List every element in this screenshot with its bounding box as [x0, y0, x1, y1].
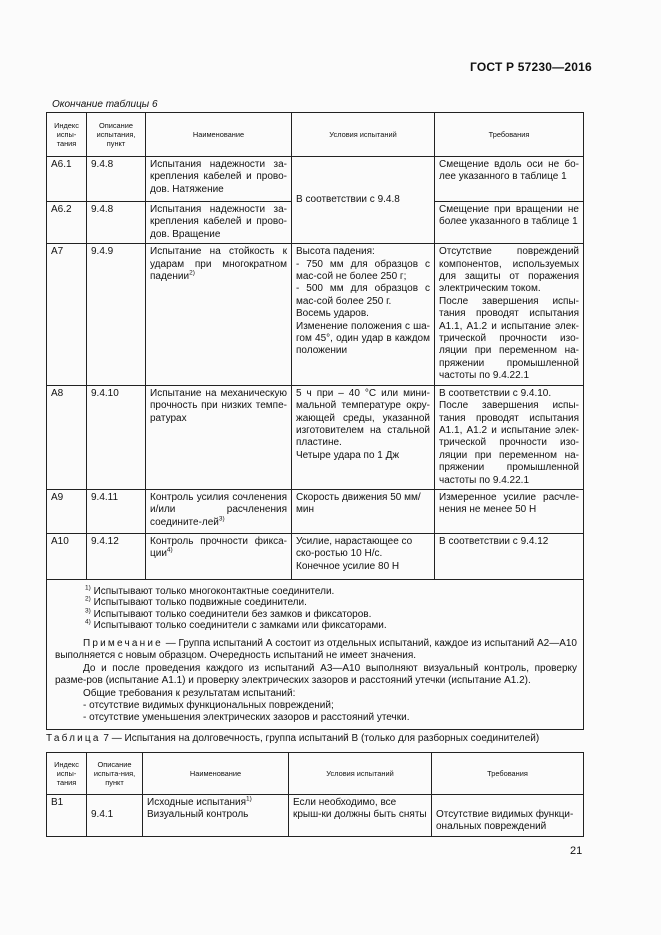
table-7	[46, 752, 584, 837]
cell-requirement: Измеренное усилие расчле-нения не менее 50 Н	[435, 489, 584, 533]
table-header-row	[47, 753, 584, 795]
cell-clause: 9.4.8	[87, 157, 146, 202]
cell-requirement: В соответствии с 9.4.12	[435, 533, 584, 579]
table-continuation-caption: Окончание таблицы 6	[52, 99, 158, 110]
header-index: Индекс испы-тания	[47, 113, 87, 157]
name-text: Контроль прочности фикса-ции	[150, 535, 287, 560]
cell-name	[143, 795, 289, 837]
cell-clause: 9.4.10	[87, 385, 146, 489]
table-row	[47, 533, 584, 579]
cell-requirement: Отсутствие повреждений компонентов, используемых для защиты от поражения электрическим током. После завершения испы-тания проводят испытания А1.1, А1.2 и испытание элек-трической прочности изо-ляции при переменном на-пряжении промышленной частоты по 9.4.22.1	[435, 244, 584, 385]
table-6	[46, 112, 584, 730]
cell-index: А10	[47, 533, 87, 579]
footnote-text: Испытывают только соединители без замков и фиксаторов.	[93, 608, 372, 620]
header-conditions: Условия испытаний	[292, 113, 435, 157]
cell-name: Испытания надежности за-крепления кабелей и прово-дов. Вращение	[146, 202, 292, 244]
cell-index: А6.2	[47, 202, 87, 244]
cell-name	[146, 533, 292, 579]
document-code: ГОСТ Р 57230—2016	[470, 60, 592, 74]
header-conditions: Условия испытаний	[289, 753, 432, 795]
table-7-caption-text: 7 — Испытания на долговечность, группа испытаний В (только для разборных соединителей)	[100, 733, 540, 744]
table-row	[47, 244, 584, 385]
cell-index: А9	[47, 489, 87, 533]
note-paragraph	[55, 638, 577, 663]
general-requirements-heading: Общие требования к результатам испытаний:	[83, 687, 296, 699]
table-7-caption-label: Таблица	[46, 733, 101, 744]
header-name: Наименование	[146, 113, 292, 157]
cell-clause: 9.4.8	[87, 202, 146, 244]
table-row	[47, 157, 584, 202]
table-notes-row	[47, 579, 584, 729]
footnote	[85, 586, 577, 598]
requirement-list-item: - отсутствие уменьшения электрических зазоров и расстояний утечки.	[83, 712, 410, 724]
cell-name	[146, 489, 292, 533]
cell-condition: Усилие, нарастающее со ско-ростью 10 Н/с. Конечное усилие 80 Н	[292, 533, 435, 579]
cell-condition-merged: В соответствии с 9.4.8	[292, 157, 435, 244]
footnote-mark: 2)	[85, 596, 91, 604]
footnote-text: Испытывают только многоконтактные соединители.	[93, 585, 335, 597]
note-label: Примечание	[83, 637, 163, 649]
footnote-mark: 3)	[85, 607, 91, 615]
notes-cell	[47, 579, 584, 729]
table-row	[47, 795, 584, 837]
cell-requirement: В соответствии с 9.4.10. После завершения испы-тания проводят испытания А1.1, А1.2 и испытание элек-трической прочности изо-ляции при переменном на-пряжении промышленной частоты по 9.4.22.1	[435, 385, 584, 489]
footnote-text: Испытывают только подвижные соединители.	[93, 597, 307, 609]
cell-requirement: Смещение при вращении не более указанного в таблице 1	[435, 202, 584, 244]
cell-clause: 9.4.9	[87, 244, 146, 385]
cell-index: А8	[47, 385, 87, 489]
footnote-ref: 3)	[218, 515, 225, 523]
cell-condition: 5 ч при – 40 °С или мини-мальной температуре окру-жающей среды, указанной изготовителем на стальной пластине. Четыре удара по 1 Дж	[292, 385, 435, 489]
footnote-mark: 1)	[85, 584, 91, 592]
cell-index: В1	[47, 795, 87, 837]
name-text: Испытание на стойкость к ударам при многократном падении	[150, 246, 287, 283]
cell-requirement: Отсутствие видимых функци-ональных повреждений	[432, 795, 584, 837]
cell-clause: 9.4.11	[87, 489, 146, 533]
cell-condition: Если необходимо, все крыш-ки должны быть сняты	[289, 795, 432, 837]
footnote-ref: 1)	[246, 795, 252, 803]
footnote	[85, 609, 577, 621]
header-index: Индекс испы-тания	[47, 753, 87, 795]
name-text-2: Визуальный контроль	[147, 809, 249, 821]
header-requirements: Требования	[435, 113, 584, 157]
table-row	[47, 489, 584, 533]
requirement-list-item: - отсутствие видимых функциональных повреждений;	[83, 699, 334, 711]
footnote-ref: 2)	[189, 269, 195, 277]
footnote-text: Испытывают только соединители с замками или фиксаторами.	[93, 620, 387, 632]
cell-condition: Скорость движения 50 мм/мин	[292, 489, 435, 533]
cell-clause: 9.4.1	[87, 795, 143, 837]
name-text: Контроль усилия сочленения и/или расчленения соедините-лей	[150, 491, 287, 528]
footnote-ref: 4)	[166, 547, 173, 555]
header-description: Описание испытания, пункт	[87, 113, 146, 157]
cell-name	[146, 244, 292, 385]
name-text: Исходные испытания	[147, 797, 247, 808]
header-requirements: Требования	[432, 753, 584, 795]
cell-name: Испытание на механическую прочность при низких темпе-ратурах	[146, 385, 292, 489]
note-text: — Группа испытаний А состоит из отдельных испытаний, каждое из испытаний А2—А10 выполняется с новым образцом. Очередность испытаний не имеет значения.	[55, 637, 577, 662]
cell-index: А7	[47, 244, 87, 385]
footnote	[85, 597, 577, 609]
visual-control-paragraph: До и после проведения каждого из испытаний А3—А10 выполняют визуальный контроль, проверку разме-ров (испытание А1.1) и проверку электрических зазоров и расстояний утечки (испытание А1.2).	[55, 662, 577, 687]
cell-index: А6.1	[47, 157, 87, 202]
cell-name: Испытания надежности за-крепления кабелей и прово-дов. Натяжение	[146, 157, 292, 202]
cell-clause: 9.4.12	[87, 533, 146, 579]
footnote	[85, 620, 577, 632]
table-7-caption	[46, 733, 539, 744]
footnote-mark: 4)	[85, 619, 91, 627]
page-number: 21	[570, 845, 583, 857]
table-header-row	[47, 113, 584, 157]
table-row	[47, 385, 584, 489]
cell-condition: Высота падения: - 750 мм для образцов с мас-сой не более 250 г; - 500 мм для образцов с мас-сой более 250 г. Восемь ударов. Изменение положения с ша-гом 45°, один удар в каждом положении	[292, 244, 435, 385]
header-name: Наименование	[143, 753, 289, 795]
cell-requirement: Смещение вдоль оси не бо-лее указанного в таблице 1	[435, 157, 584, 202]
header-description: Описание испыта-ния, пункт	[87, 753, 143, 795]
